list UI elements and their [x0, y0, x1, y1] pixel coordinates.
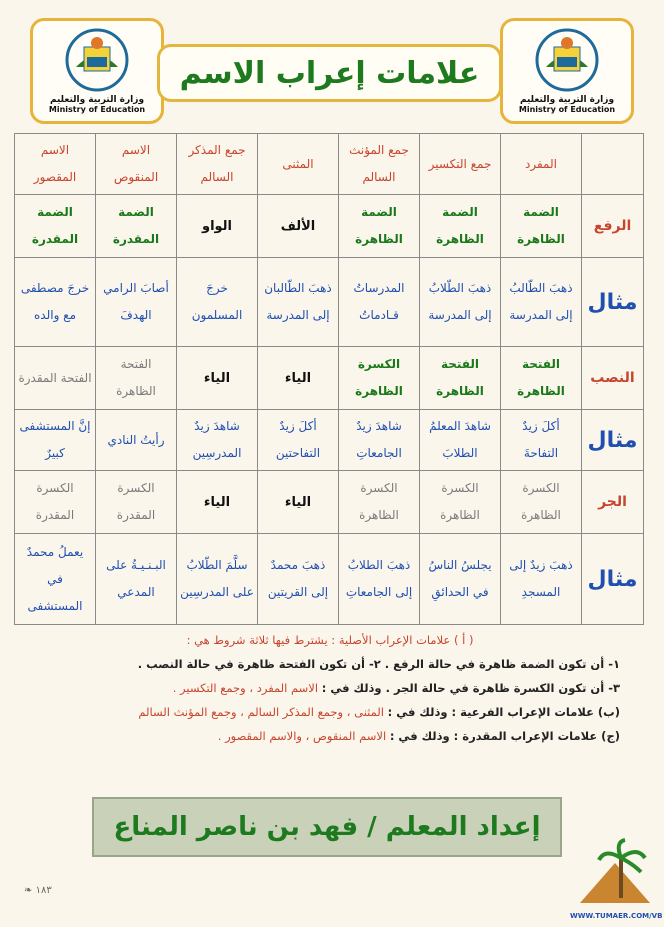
nasb-examples-row	[15, 410, 644, 471]
note-c-types: الاسم المنقوص ، والاسم المقصور .	[217, 729, 390, 743]
example-cell: شاهدَ زيدٌ الجامعاتِ	[339, 410, 420, 471]
mark-cell: الكسرة المقدرة	[15, 471, 96, 534]
mark-cell: الكسرة الظاهرة	[339, 347, 420, 410]
palm-tree-logo-icon	[575, 838, 655, 908]
note-c-text: (ج) علامات الإعراب المقدرة : وذلك في :	[389, 729, 620, 743]
note-a-3-text: ٣- أن تكون الكسرة ظاهرة في حالة الجر . وذلك في :	[321, 681, 620, 695]
note-a-3	[40, 676, 620, 700]
mark-cell: الضمة الظاهرة	[501, 195, 582, 258]
jarr-marks-row	[15, 471, 644, 534]
example-cell: يجلسُ الناسُ في الحدائقِ	[420, 534, 501, 625]
raf-marks-row	[15, 195, 644, 258]
row-label-raf: الرفع	[582, 195, 644, 258]
author-name: إعداد المعلم / فهد بن ناصر المناع	[113, 812, 541, 842]
author-banner	[92, 797, 562, 857]
site-watermark	[570, 838, 663, 923]
column-header: المفرد	[501, 134, 582, 195]
nasb-marks-row	[15, 347, 644, 410]
ministry-logo-left	[30, 18, 164, 124]
mark-cell: الفتحة الظاهرة	[420, 347, 501, 410]
ministry-name-ar: وزارة التربية والتعليم	[49, 95, 145, 105]
ornament-icon: ❧	[24, 885, 33, 896]
ministry-name-en: Ministry of Education	[48, 105, 146, 114]
note-a-3-types: الاسم المفرد ، وجمع التكسير .	[172, 681, 322, 695]
mark-cell: الياء	[258, 471, 339, 534]
page-title: علامات إعراب الاسم	[179, 55, 480, 91]
example-label: مثال	[582, 410, 644, 471]
column-header: جمع المؤنث السالم	[339, 134, 420, 195]
column-header: الاسم المقصور	[15, 134, 96, 195]
mark-cell: الألف	[258, 195, 339, 258]
example-cell: البـنـيـةُ على المدعي	[96, 534, 177, 625]
raf-examples-row	[15, 258, 644, 347]
notes-section	[40, 628, 620, 748]
header-row	[15, 134, 644, 195]
mark-cell: الكسرة الظاهرة	[501, 471, 582, 534]
example-cell: ذهبَ الطّلابُ إلى المدرسة	[420, 258, 501, 347]
example-cell: شاهدَ زيدٌ المدرسِين	[177, 410, 258, 471]
corner-cell	[582, 134, 644, 195]
page-number	[24, 885, 52, 896]
note-c	[40, 724, 620, 748]
mark-cell: الكسرة المقدرة	[96, 471, 177, 534]
column-header: جمع التكسير	[420, 134, 501, 195]
example-cell: ذهبَ محمدٌ إلى القريتين	[258, 534, 339, 625]
ministry-name-ar: وزارة التربية والتعليم	[519, 95, 615, 105]
note-a-heading: ( أ ) علامات الإعراب الأصلية : يشترط فيها ثلاثة شروط هي :	[186, 633, 474, 647]
grammar-table	[14, 133, 644, 625]
mark-cell: الفتحة المقدرة	[15, 347, 96, 410]
example-label: مثال	[582, 534, 644, 625]
example-cell: ذهبَ الطّالبان إلى المدرسة	[258, 258, 339, 347]
example-cell: أصابَ الرامي الهدفَ	[96, 258, 177, 347]
page-title-box	[157, 44, 502, 102]
ministry-emblem-icon	[62, 27, 132, 93]
mark-cell: الواو	[177, 195, 258, 258]
example-cell: شاهدَ المعلمُ الطلابَ	[420, 410, 501, 471]
example-cell: خرجَ المسلمون	[177, 258, 258, 347]
ministry-emblem-icon	[532, 27, 602, 93]
example-cell: سلَّمَ الطّلابُ على المدرسِين	[177, 534, 258, 625]
mark-cell: الضمة الظاهرة	[420, 195, 501, 258]
example-cell: ذهبَ الطلابُ إلى الجامعاتِ	[339, 534, 420, 625]
example-label: مثال	[582, 258, 644, 347]
page-number-text: ١٨٣	[35, 885, 52, 896]
mark-cell: الياء	[258, 347, 339, 410]
site-url: WWW.TUMAER.COM/VB	[570, 912, 663, 920]
column-header: الاسم المنقوص	[96, 134, 177, 195]
mark-cell: الفتحة الظاهرة	[96, 347, 177, 410]
ministry-name-en: Ministry of Education	[518, 105, 616, 114]
example-cell: أكلَ زيدٌ التفاحةَ	[501, 410, 582, 471]
jarr-examples-row	[15, 534, 644, 625]
mark-cell: الياء	[177, 471, 258, 534]
row-label-jarr: الجر	[582, 471, 644, 534]
mark-cell: الفتحة الظاهرة	[501, 347, 582, 410]
note-a-1: ١- أن تكون الضمة ظاهرة في حالة الرفع . ٢- أن تكون الفتحة ظاهرة في حالة النصب .	[137, 657, 620, 671]
mark-cell: الياء	[177, 347, 258, 410]
example-cell: يعملُ محمدٌ في المستشفى	[15, 534, 96, 625]
mark-cell: الضمة المقدرة	[96, 195, 177, 258]
note-b-types: المثنى ، وجمع المذكر السالم ، وجمع المؤنث السالم	[138, 705, 388, 719]
mark-cell: الضمة الظاهرة	[339, 195, 420, 258]
example-cell: ذهبَ الطّالبُ إلى المدرسة	[501, 258, 582, 347]
note-b-text: (ب) علامات الإعراب الفرعية : وذلك في :	[387, 705, 620, 719]
column-header: جمع المذكر السالم	[177, 134, 258, 195]
example-cell: خرجَ مصطفى مع والده	[15, 258, 96, 347]
example-cell: إنَّ المستشفى كبيرٌ	[15, 410, 96, 471]
example-cell: أكلَ زيدٌ التفاحتين	[258, 410, 339, 471]
mark-cell: الكسرة الظاهرة	[339, 471, 420, 534]
note-b	[40, 700, 620, 724]
example-cell: رأيتُ النادي	[96, 410, 177, 471]
row-label-nasb: النصب	[582, 347, 644, 410]
example-cell: المدرساتُ قـادماتُ	[339, 258, 420, 347]
ministry-logo-right	[500, 18, 634, 124]
example-cell: ذهبَ زيدٌ إلى المسجدِ	[501, 534, 582, 625]
mark-cell: الضمة المقدرة	[15, 195, 96, 258]
column-header: المثنى	[258, 134, 339, 195]
mark-cell: الكسرة الظاهرة	[420, 471, 501, 534]
